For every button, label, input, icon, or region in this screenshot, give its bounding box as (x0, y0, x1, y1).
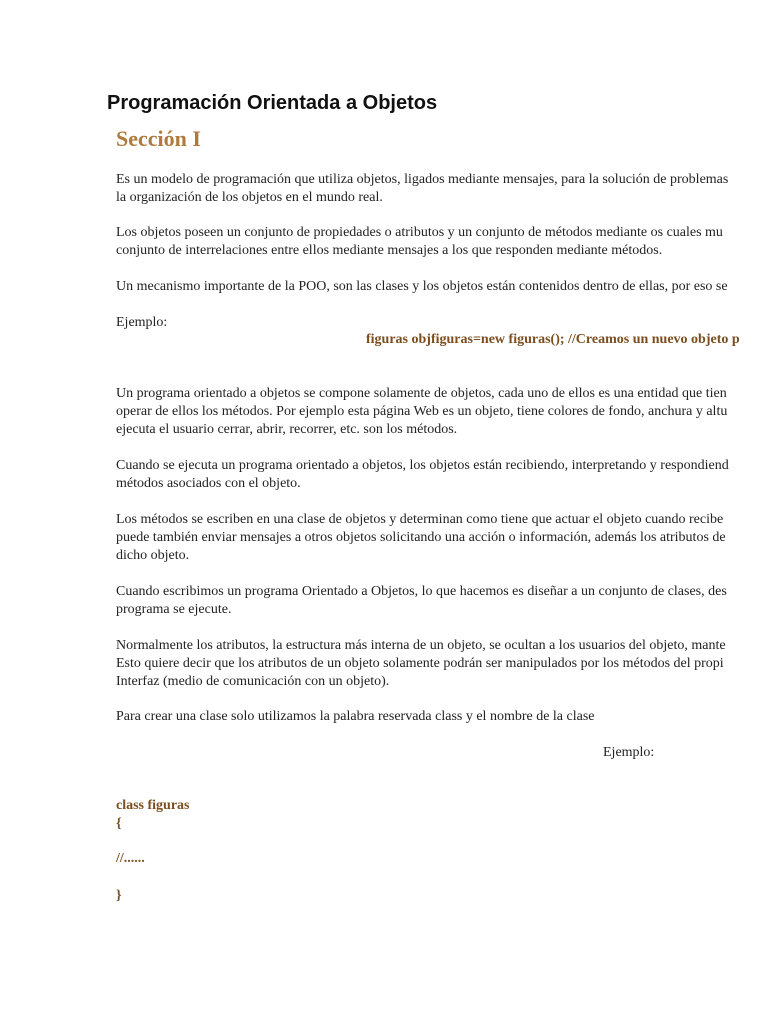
paragraph-line: Los objetos poseen un conjunto de propiedades o atributos y un conjunto de métodos mediante os cuales mu (116, 225, 723, 240)
paragraph-line: ejecuta el usuario cerrar, abrir, recorrer, etc. son los métodos. (116, 422, 458, 437)
paragraph-line: operar de ellos los métodos. Por ejemplo esta página Web es un objeto, tiene colores de fondo, anchura y altu (116, 404, 728, 419)
paragraph-line: Para crear una clase solo utilizamos la palabra reservada class y el nombre de la clase (116, 709, 595, 724)
paragraph-line: Un programa orientado a objetos se compone solamente de objetos, cada uno de ellos es una entidad que tien (116, 386, 727, 401)
paragraph-line: puede también enviar mensajes a otros objetos solicitando una acción o información, además los atributos de (116, 530, 726, 545)
section-heading: Sección I (116, 126, 201, 151)
example-label: Ejemplo: (116, 315, 168, 330)
paragraph-line: programa se ejecute. (116, 602, 232, 617)
paragraph-line: Cuando escribimos un programa Orientado a Objetos, lo que hacemos es diseñar a un conjunto de clases, des (116, 584, 727, 599)
example-label: Ejemplo: (603, 745, 655, 760)
code-line: { (116, 816, 122, 831)
paragraph-line: la organización de los objetos en el mundo real. (116, 190, 383, 205)
paragraph-line: dicho objeto. (116, 548, 190, 563)
code-line: class figuras (116, 798, 190, 813)
paragraph-line: Los métodos se escriben en una clase de objetos y determinan como tiene que actuar el objeto cuando recibe (116, 512, 724, 527)
paragraph-line: Es un modelo de programación que utiliza objetos, ligados mediante mensajes, para la solución de problemas (116, 172, 729, 187)
code-line: //...... (116, 851, 145, 866)
paragraph-line: conjunto de interrelaciones entre ellos mediante mensajes a los que responden mediante métodos. (116, 243, 663, 258)
paragraph-line: Interfaz (medio de comunicación con un objeto). (116, 674, 390, 689)
paragraph-line: Esto quiere decir que los atributos de un objeto solamente podrán ser manipulados por los métodos del propi (116, 656, 724, 671)
code-line: } (116, 888, 122, 903)
paragraph-line: métodos asociados con el objeto. (116, 476, 301, 491)
paragraph-line: Cuando se ejecuta un programa orientado a objetos, los objetos están recibiendo, interpretando y respondiend (116, 458, 729, 473)
paragraph-line: Un mecanismo importante de la POO, son las clases y los objetos están contenidos dentro de ellas, por eso se (116, 279, 728, 294)
paragraph-line: Normalmente los atributos, la estructura más interna de un objeto, se ocultan a los usuarios del objeto, mante (116, 638, 726, 653)
code-line: figuras objfiguras=new figuras(); //Creamos un nuevo objeto p (366, 332, 740, 347)
page-title: Programación Orientada a Objetos (107, 92, 438, 114)
